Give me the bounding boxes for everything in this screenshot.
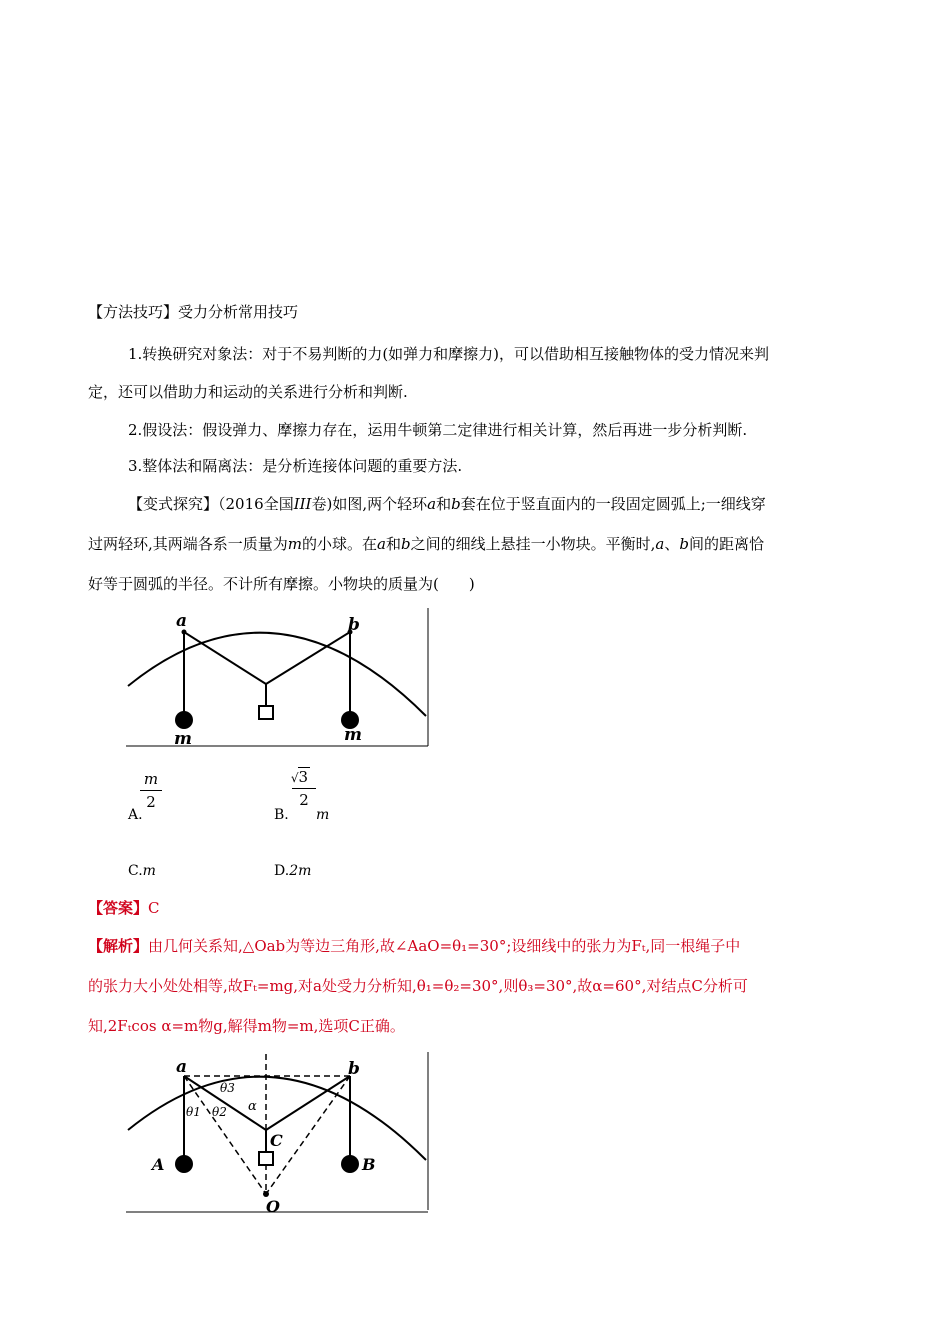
figure-2: [126, 1050, 430, 1216]
sqrt-sign: √: [290, 771, 299, 785]
option-a-label: A.: [128, 807, 143, 823]
answer-value: C: [148, 899, 160, 917]
ring-b-ref-3: b: [679, 535, 689, 553]
fraction-bar-b: [292, 788, 316, 789]
label-m-left: m: [174, 729, 192, 748]
method-paragraph-1a: 1.转换研究对象法：对于不易判断的力(如弹力和摩擦力)，可以借助相互接触物体的受力情况来判: [128, 345, 770, 363]
answer-line: [88, 898, 868, 918]
question-text-1: 卷)如图,两个轻环: [311, 495, 428, 513]
option-c-label: C.: [128, 863, 143, 879]
conj-he: 和: [436, 495, 452, 513]
analysis-text-1: 由几何关系知,△Oab为等边三角形,故∠AaO=θ₁=30°;设细线中的张力为Fₜ,同一根绳子中: [148, 937, 741, 955]
question-source-roman: III: [293, 495, 312, 513]
label-alpha: α: [248, 1099, 257, 1114]
small-block: [259, 706, 273, 719]
question-text-2-post: 之间的细线上悬挂一小物块。平衡时,: [410, 535, 656, 553]
label-theta3: θ3: [220, 1081, 235, 1095]
ring-a-ref-2: a: [377, 535, 386, 553]
fraction-bar: [140, 790, 162, 791]
option-b-fraction: [292, 768, 316, 809]
label-theta2: θ2: [212, 1105, 227, 1119]
question-source-pre: （2016全国: [218, 495, 294, 513]
label2-b: b: [348, 1059, 360, 1079]
question-text-2-mid: 的小球。在: [302, 535, 378, 553]
label-B: B: [362, 1155, 376, 1174]
label-A: A: [152, 1155, 165, 1174]
separator: 、: [664, 535, 680, 553]
label-a: a: [176, 611, 188, 631]
ring-b-ref: b: [451, 495, 461, 513]
conj-he-2: 和: [385, 535, 401, 553]
question-text-2-pre: 过两轻环,其两端各系一质量为: [88, 535, 288, 553]
mass-ref: m: [287, 535, 303, 553]
option-b-denominator: 2: [299, 791, 309, 809]
option-a-numerator: m: [143, 770, 159, 788]
option-b-mass: m: [316, 807, 330, 823]
label-O: O: [266, 1197, 280, 1216]
method-paragraph-1b: 定，还可以借助力和运动的关系进行分析和判断.: [88, 383, 408, 401]
analysis-line-2: 的张力大小处处相等,故Fₜ=mg,对a处受力分析知,θ₁=θ₂=30°,则θ₃=30°,故α=60°,对结点C分析可: [88, 977, 748, 995]
option-b-suffix: [316, 806, 329, 824]
ball-A: [175, 1155, 193, 1173]
method-paragraph-2: 2.假设法：假设弹力、摩擦力存在，运用牛顿第二定律进行相关计算，然后再进一步分析判断.: [128, 421, 748, 439]
label-b: b: [348, 615, 360, 635]
answer-label: 【答案】: [88, 899, 149, 917]
option-a-denominator: 2: [146, 793, 156, 811]
label-C: C: [270, 1131, 283, 1150]
method-paragraph-3: 3.整体法和隔离法：是分析连接体问题的重要方法.: [128, 457, 463, 475]
arc: [128, 633, 426, 716]
ball-left: [175, 711, 193, 729]
question-line-1: [128, 494, 908, 514]
label-m-right: m: [344, 725, 362, 745]
question-line-2: [88, 534, 868, 554]
option-b-label: B.: [274, 807, 289, 823]
analysis-line-3: 知,2Fₜcos α=m物g,解得m物=m,选项C正确。: [88, 1017, 405, 1035]
ring-b-ref-2: b: [401, 535, 411, 553]
figure-1: [126, 606, 430, 748]
option-c: [128, 862, 156, 880]
option-d-label: D.: [274, 863, 290, 879]
sqrt-radicand: [290, 767, 310, 786]
small-block-2: [259, 1152, 273, 1165]
analysis-line-1: [88, 936, 868, 956]
label2-a: a: [176, 1057, 188, 1077]
question-text-2-end: 间的距离恰: [688, 535, 764, 553]
ring-a-ref: a: [427, 495, 437, 513]
option-a-fraction: [140, 770, 162, 811]
question-text-1-tail: 套在位于竖直面内的一段固定圆弧上;一细线穿: [460, 495, 766, 513]
question-label: 【变式探究】: [128, 495, 219, 513]
option-d-value: 2m: [289, 863, 312, 879]
method-title: 【方法技巧】受力分析常用技巧: [88, 303, 299, 321]
string-left: [184, 632, 266, 684]
ring-a-ref-3: a: [655, 535, 665, 553]
option-b-numerator: 3: [298, 768, 309, 786]
option-c-value: m: [142, 863, 156, 879]
label-theta1: θ1: [186, 1105, 201, 1119]
question-line-3: 好等于圆弧的半径。不计所有摩擦。小物块的质量为( ): [88, 575, 475, 593]
ball-B: [341, 1155, 359, 1173]
analysis-label: 【解析】: [88, 937, 149, 955]
option-d: [274, 862, 311, 880]
